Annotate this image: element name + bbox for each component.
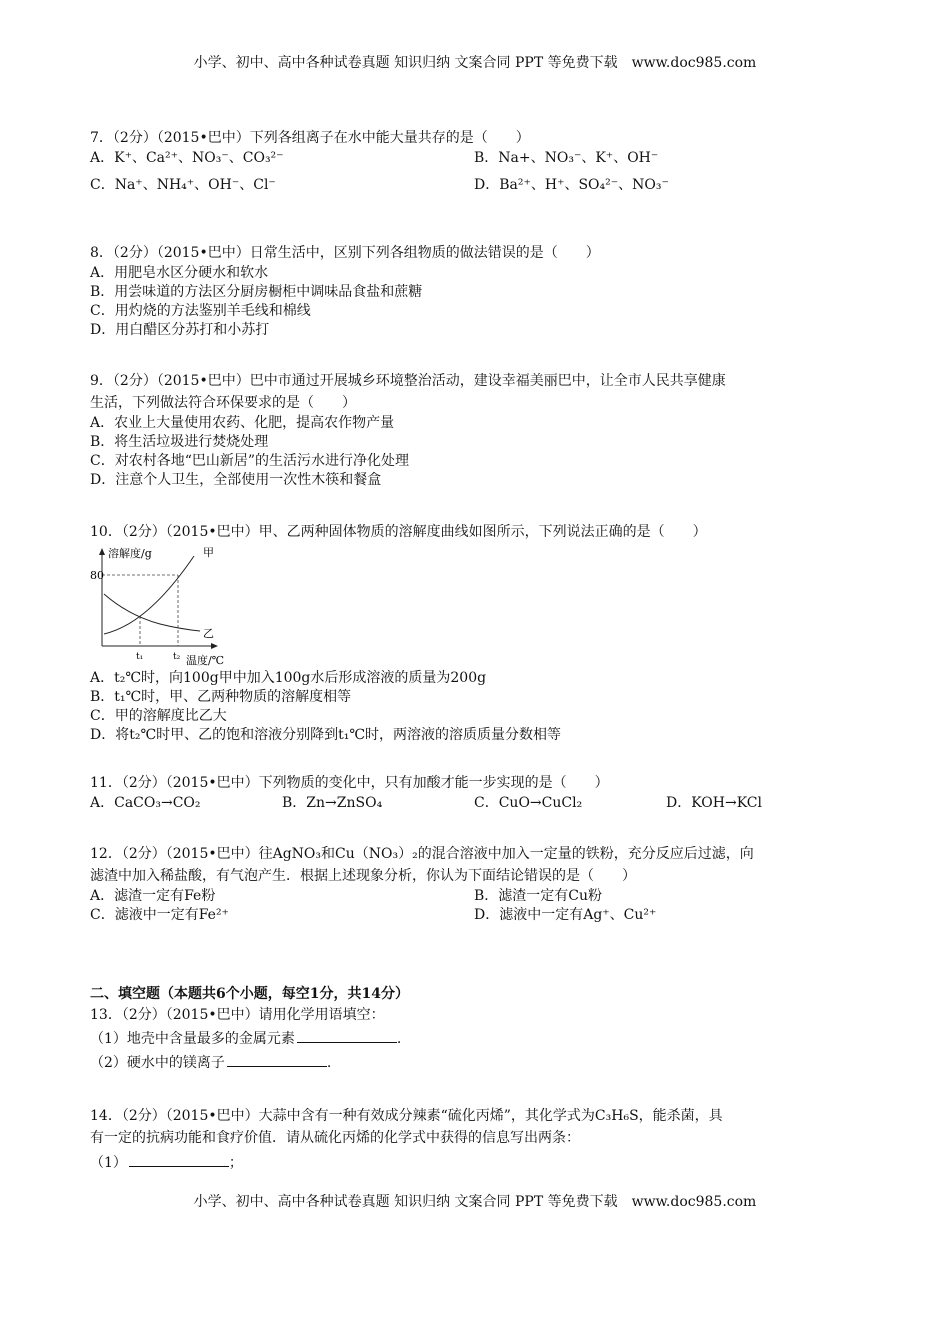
option-d: D．将t₂℃时甲、乙的饱和溶液分别降到t₁℃时，两溶液的溶质质量分数相等: [90, 727, 562, 743]
question-stem: 7．（2分）（2015•巴中）下列各组离子在水中能大量共存的是（ ）: [90, 130, 530, 146]
option-a: A．t₂℃时，向100g甲中加入100g水后形成溶液的质量为200g: [90, 670, 487, 686]
option-b: B．滤渣一定有Cu粉: [474, 888, 603, 904]
option-a: A．CaCO₃→CO₂: [90, 795, 201, 811]
question-stem: 10．（2分）（2015•巴中）甲、乙两种固体物质的溶解度曲线如图所示，下列说法正确的是（ ）: [90, 524, 707, 540]
option-c: C．对农村各地“巴山新居”的生活污水进行净化处理: [90, 453, 410, 469]
question-stem: 11．（2分）（2015•巴中）下列物质的变化中，只有加酸才能一步实现的是（ ）: [90, 775, 609, 791]
question-11: [90, 772, 860, 813]
y-tick-80: 80: [90, 569, 104, 582]
option-c: C．CuO→CuCl₂: [474, 795, 583, 811]
option-a: A．农业上大量使用农药、化肥，提高农作物产量: [90, 415, 395, 431]
question-stem-line-1: 12．（2分）（2015•巴中）往AgNO₃和Cu（NO₃）₂的混合溶液中加入一定量的铁粉，充分反应后过滤，向: [90, 846, 754, 862]
x-axis-label: 温度/℃: [186, 654, 225, 667]
option-b: B．用尝味道的方法区分厨房橱柜中调味品食盐和蔗糖: [90, 284, 423, 300]
option-c: C．Na⁺、NH₄⁺、OH⁻、Cl⁻: [90, 177, 276, 193]
answer-blank[interactable]: [227, 1052, 327, 1067]
series-yi-curve: [104, 594, 200, 631]
option-b: B．Zn→ZnSO₄: [282, 795, 383, 811]
question-12: [90, 843, 860, 925]
y-axis-arrow: [99, 548, 105, 555]
question-7: [90, 127, 860, 195]
option-a: A．用肥皂水区分硬水和软水: [90, 265, 269, 281]
section-heading: 二、填空题（本题共6个小题，每空1分，共14分）: [90, 986, 409, 1002]
question-14: [90, 1105, 860, 1173]
sub-question-text: （2）硬水中的镁离子: [90, 1055, 225, 1071]
sub-question-text: （1）: [90, 1155, 127, 1171]
question-stem-line-2: 有一定的抗病功能和食疗价值．请从硫化丙烯的化学式中获得的信息写出两条：: [90, 1130, 580, 1146]
question-10: [90, 521, 860, 543]
question-stem-line-2: 滤渣中加入稀盐酸，有气泡产生．根据上述现象分析，你认为下面结论错误的是（ ）: [90, 868, 636, 884]
series-yi-label: 乙: [203, 627, 214, 640]
question-stem: 13．（2分）（2015•巴中）请用化学用语填空：: [90, 1007, 385, 1023]
option-b: B．Na+、NO₃⁻、K⁺、OH⁻: [474, 150, 659, 166]
option-d: D．Ba²⁺、H⁺、SO₄²⁻、NO₃⁻: [474, 177, 669, 193]
question-9: [90, 370, 860, 490]
sub-question-1: （1）地壳中含量最多的金属元素 .: [90, 1028, 860, 1049]
answer-blank[interactable]: [129, 1152, 229, 1167]
option-d: D．KOH→KCl: [666, 795, 762, 811]
y-axis-label: 溶解度/g: [108, 547, 152, 560]
sub-question-1: （1） ；: [90, 1152, 860, 1173]
series-jia-curve: [104, 556, 194, 634]
question-stem-line-2: 生活，下列做法符合环保要求的是（ ）: [90, 395, 356, 411]
series-jia-label: 甲: [203, 546, 214, 559]
option-d: D．滤液中一定有Ag⁺、Cu²⁺: [474, 907, 657, 923]
option-d: D．注意个人卫生，全部使用一次性木筷和餐盒: [90, 472, 382, 488]
option-b: B．t₁℃时，甲、乙两种物质的溶解度相等: [90, 689, 352, 705]
question-8: [90, 242, 860, 340]
option-c: C．用灼烧的方法鉴别羊毛线和棉线: [90, 303, 311, 319]
sub-question-text: （1）地壳中含量最多的金属元素: [90, 1031, 295, 1047]
option-c: C．甲的溶解度比乙大: [90, 708, 227, 724]
option-c: C．滤液中一定有Fe²⁺: [90, 907, 229, 923]
option-a: A．滤渣一定有Fe粉: [90, 888, 216, 904]
x-tick-t1: t₁: [136, 652, 144, 662]
question-10-options: [90, 669, 860, 745]
answer-blank[interactable]: [297, 1028, 397, 1043]
option-a: A．K⁺、Ca²⁺、NO₃⁻、CO₃²⁻: [90, 150, 284, 166]
option-d: D．用白醋区分苏打和小苏打: [90, 322, 270, 338]
page-header: 小学、初中、高中各种试卷真题 知识归纳 文案合同 PPT 等免费下载 www.doc985.com: [193, 55, 757, 71]
question-stem-line-1: 14．（2分）（2015•巴中）大蒜中含有一种有效成分辣素“硫化丙烯”，其化学式为C₃H₆S，能杀菌，具: [90, 1108, 723, 1124]
question-stem: 8．（2分）（2015•巴中）日常生活中，区别下列各组物质的做法错误的是（ ）: [90, 245, 600, 261]
question-13: [90, 1006, 860, 1073]
x-axis-arrow: [211, 643, 218, 649]
sub-question-2: （2）硬水中的镁离子 .: [90, 1052, 860, 1073]
solubility-chart: [90, 546, 230, 668]
question-stem-line-1: 9．（2分）（2015•巴中）巴中市通过开展城乡环境整治活动，建设幸福美丽巴中，让全市人民共享健康: [90, 373, 726, 389]
option-b: B．将生活垃圾进行焚烧处理: [90, 434, 269, 450]
x-tick-t2: t₂: [173, 652, 181, 662]
page-footer: 小学、初中、高中各种试卷真题 知识归纳 文案合同 PPT 等免费下载 www.doc985.com: [193, 1194, 757, 1210]
